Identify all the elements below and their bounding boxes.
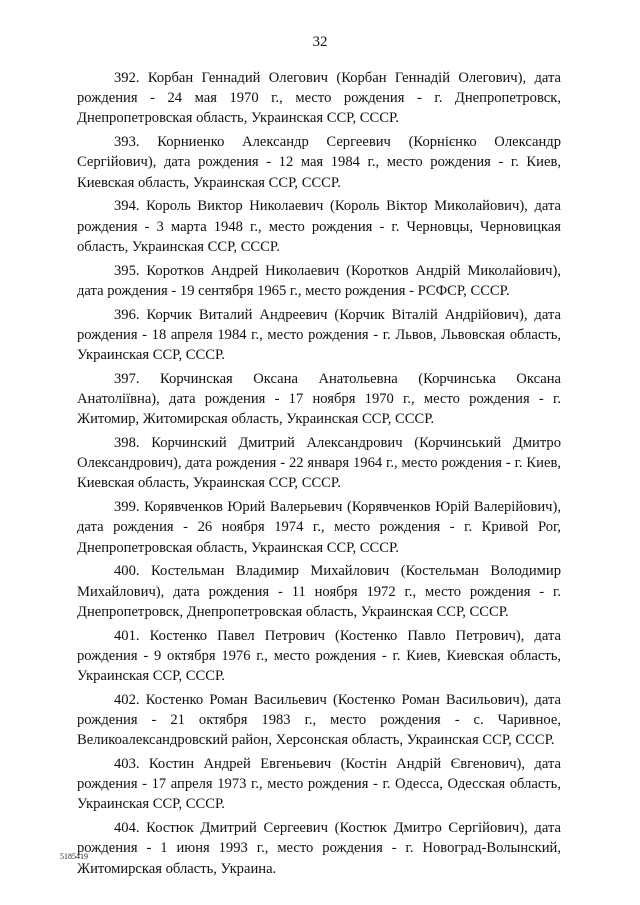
entry-list <box>77 68 561 882</box>
list-item: 403. Костин Андрей Евгеньевич (Костін Андрій Євгенович), дата рождения - 17 апреля 1973 г., место рождения - г. Одесса, Одесская область, Украинская ССР, СССР. <box>77 756 561 813</box>
list-item: 400. Костельман Владимир Михайлович (Костельман Володимир Михайлович), дата рождения - 11 ноября 1972 г., место рождения - г. Днепропетровск, Днепропетровская область, Украинская ССР, СССР. <box>77 563 561 620</box>
list-item: 398. Корчинский Дмитрий Александрович (Корчинський Дмитро Олександрович), дата рождения - 22 января 1964 г., место рождения - г. Киев, Киевская область, Украинская ССР, СССР. <box>77 435 561 492</box>
list-item: 396. Корчик Виталий Андреевич (Корчик Віталій Андрійович), дата рождения - 18 апреля 1984 г., место рождения - г. Львов, Львовская область, Украинская ССР, СССР. <box>77 306 561 364</box>
page-number: 32 <box>312 34 328 50</box>
list-item: 401. Костенко Павел Петрович (Костенко Павло Петрович), дата рождения - 9 октября 1976 г., место рождения - г. Киев, Киевская область, Украинская ССР, СССР. <box>77 627 561 685</box>
list-item: 404. Костюк Дмитрий Сергеевич (Костюк Дмитро Сергійович), дата рождения - 1 июня 1993 г., место рождения - г. Новоград-Волынский, Житомирская область, Украина. <box>77 820 561 877</box>
list-item: 392. Корбан Геннадий Олегович (Корбан Геннадій Олегович), дата рождения - 24 мая 1970 г., место рождения - г. Днепропетровск, Днепропетровская область, Украинская ССР, СССР. <box>77 70 561 127</box>
list-item: 395. Коротков Андрей Николаевич (Коротков Андрій Миколайович), дата рождения - 19 сентября 1965 г., место рождения - РСФСР, СССР. <box>77 262 561 299</box>
list-item: 394. Король Виктор Николаевич (Король Віктор Миколайович), дата рождения - 3 марта 1948 г., место рождения - г. Черновцы, Черновицкая область, Украинская ССР, СССР. <box>77 198 561 255</box>
footer-code: 5185419 <box>60 852 88 861</box>
list-item: 397. Корчинская Оксана Анатольевна (Корчинська Оксана Анатоліївна), дата рождения - 17 ноября 1970 г., место рождения - г. Житомир, Житомирская область, Украинская ССР, СССР. <box>77 370 561 428</box>
list-item: 399. Корявченков Юрий Валерьевич (Корявченков Юрій Валерійович), дата рождения - 26 ноября 1974 г., место рождения - г. Кривой Рог, Днепропетровская область, Украинская ССР, СССР. <box>77 499 561 556</box>
list-item: 402. Костенко Роман Васильевич (Костенко Роман Васильович), дата рождения - 21 октября 1983 г., место рождения - с. Чаривное, Великоалександровский район, Херсонская область, Украинская ССР, СССР. <box>77 691 561 749</box>
list-item: 393. Корниенко Александр Сергеевич (Корнієнко Олександр Сергійович), дата рождения - 12 мая 1984 г., место рождения - г. Киев, Киевская область, Украинская ССР, СССР. <box>77 134 561 191</box>
